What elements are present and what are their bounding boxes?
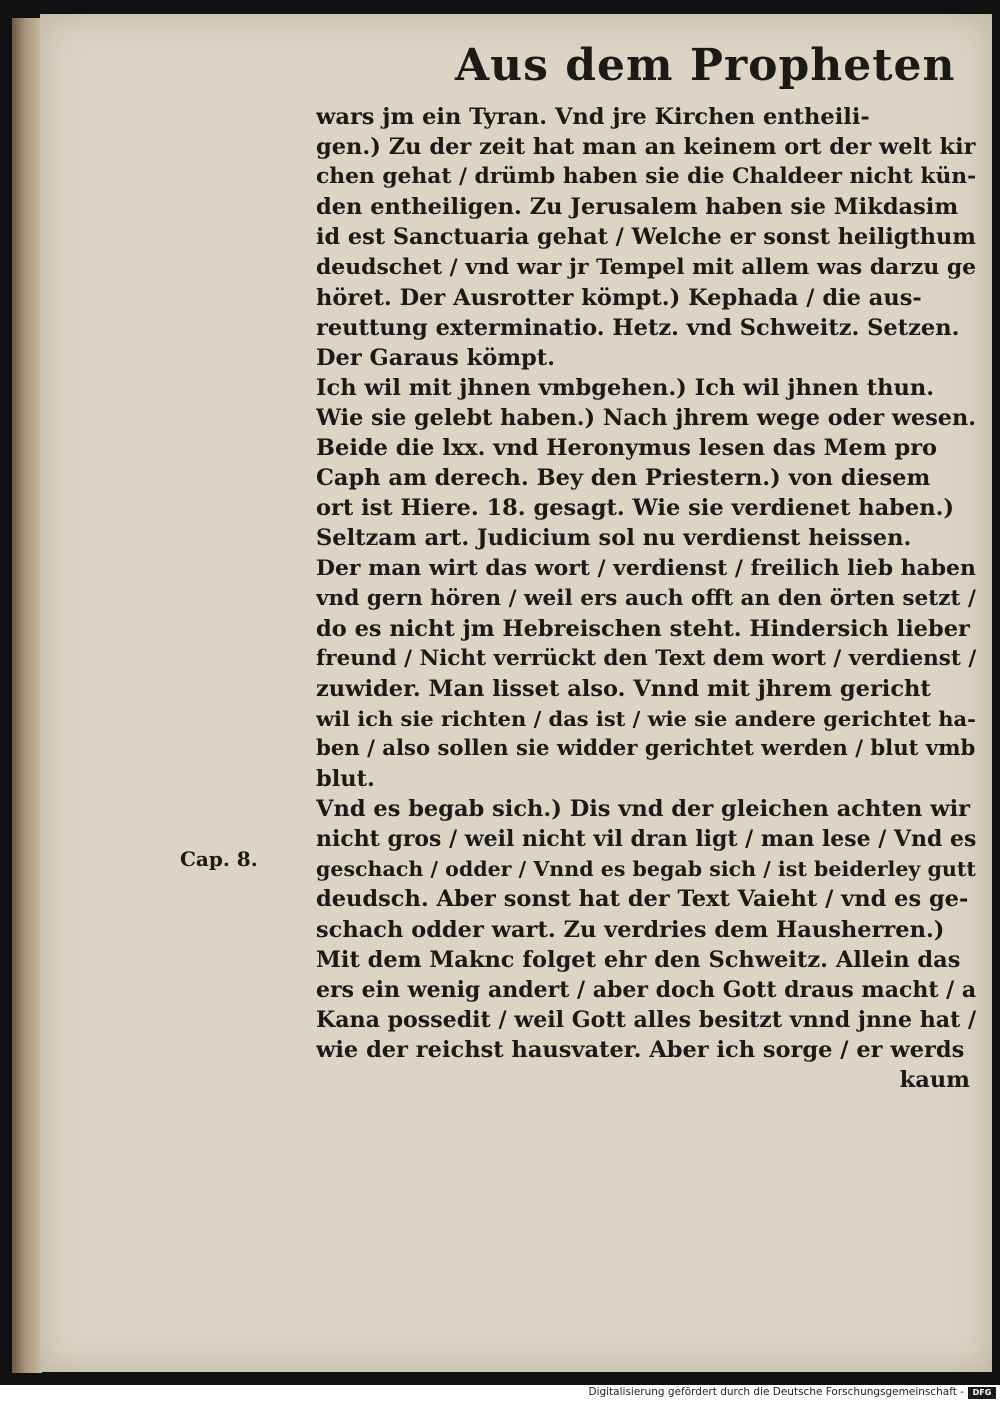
text-line: chen gehat / drümb haben sie die Chaldeer nicht kün- [316, 164, 976, 190]
text-line-catchword: kaum [899, 1067, 970, 1093]
text-line: Kana possedit / weil Gott alles besitzt vnnd jnne hat / [316, 1006, 976, 1033]
text-line: wie der reichst hausvater. Aber ich sorge / er werds [316, 1036, 965, 1063]
text-line: den entheiligen. Zu Jerusalem haben sie Mikdasim [316, 194, 959, 221]
text-line: Der Garaus kömpt. [316, 344, 555, 371]
text-line: deudschet / vnd war jr Tempel mit allem was darzu ge [316, 254, 976, 281]
text-line: schach odder wart. Zu verdries dem Hausherren.) [316, 916, 945, 943]
footer-credit: Digitalisierung gefördert durch die Deutsche Forschungsgemeinschaft - [588, 1386, 964, 1398]
text-line: nicht gros / weil nicht vil dran ligt / man lese / Vnd es [316, 826, 976, 853]
text-line: id est Sanctuaria gehat / Welche er sonst heiligthum [316, 224, 976, 251]
text-line: Caph am derech. Bey den Priestern.) von diesem [316, 465, 931, 492]
marginal-note: Cap. 8. [180, 847, 258, 871]
text-line: höret. Der Ausrotter kömpt.) Kephada / die aus- [316, 284, 922, 311]
text-line: reuttung exterminatio. Hetz. vnd Schweitz. Setzen. [316, 314, 960, 341]
text-line: blut. [316, 766, 375, 793]
text-line: zuwider. Man lisset also. Vnnd mit jhrem gericht [316, 675, 931, 702]
text-line: Vnd es begab sich.) Dis vnd der gleichen achten wir [316, 796, 971, 823]
text-line: geschach / odder / Vnnd es begab sich / ist beiderley gutt [316, 857, 976, 882]
text-line: Beide die lxx. vnd Heronymus lesen das Mem pro [316, 435, 938, 462]
text-line: gen.) Zu der zeit hat man an keinem ort der welt kir [316, 134, 976, 161]
text-line: ers ein wenig andert / aber doch Gott draus macht / a [316, 976, 976, 1003]
text-line: ort ist Hiere. 18. gesagt. Wie sie verdienet haben.) [316, 495, 955, 522]
text-line: freund / Nicht verrückt den Text dem wort / verdienst / [316, 645, 976, 671]
book-spine [12, 18, 42, 1373]
text-line: Ich wil mit jhnen vmbgehen.) Ich wil jhnen thun. [316, 374, 935, 401]
dfg-logo: DFG [968, 1387, 996, 1399]
text-line: vnd gern hören / weil ers auch offt an den örten setzt / [316, 585, 976, 611]
text-line: Wie sie gelebt haben.) Nach jhrem wege oder wesen. [316, 404, 976, 431]
text-line: deudsch. Aber sonst hat der Text Vaieht / vnd es ge- [316, 886, 969, 913]
running-head: Aus dem Propheten [455, 40, 956, 91]
text-line: wil ich sie richten / das ist / wie sie andere gerichtet ha- [316, 705, 976, 731]
footer [0, 1385, 1000, 1402]
text-line: wars jm ein Tyran. Vnd jre Kirchen entheili- [316, 104, 870, 130]
text-line: do es nicht jm Hebreischen steht. Hindersich lieber [316, 615, 970, 642]
text-line: Seltzam art. Judicium sol nu verdienst heissen. [316, 525, 912, 552]
text-line: Der man wirt das wort / verdienst / freilich lieb haben [316, 555, 976, 582]
text-line: ben / also sollen sie widder gerichtet werden / blut vmb [316, 735, 976, 761]
body-text [316, 102, 976, 1095]
text-line: Mit dem Maknc folget ehr den Schweitz. Allein das [316, 946, 961, 973]
